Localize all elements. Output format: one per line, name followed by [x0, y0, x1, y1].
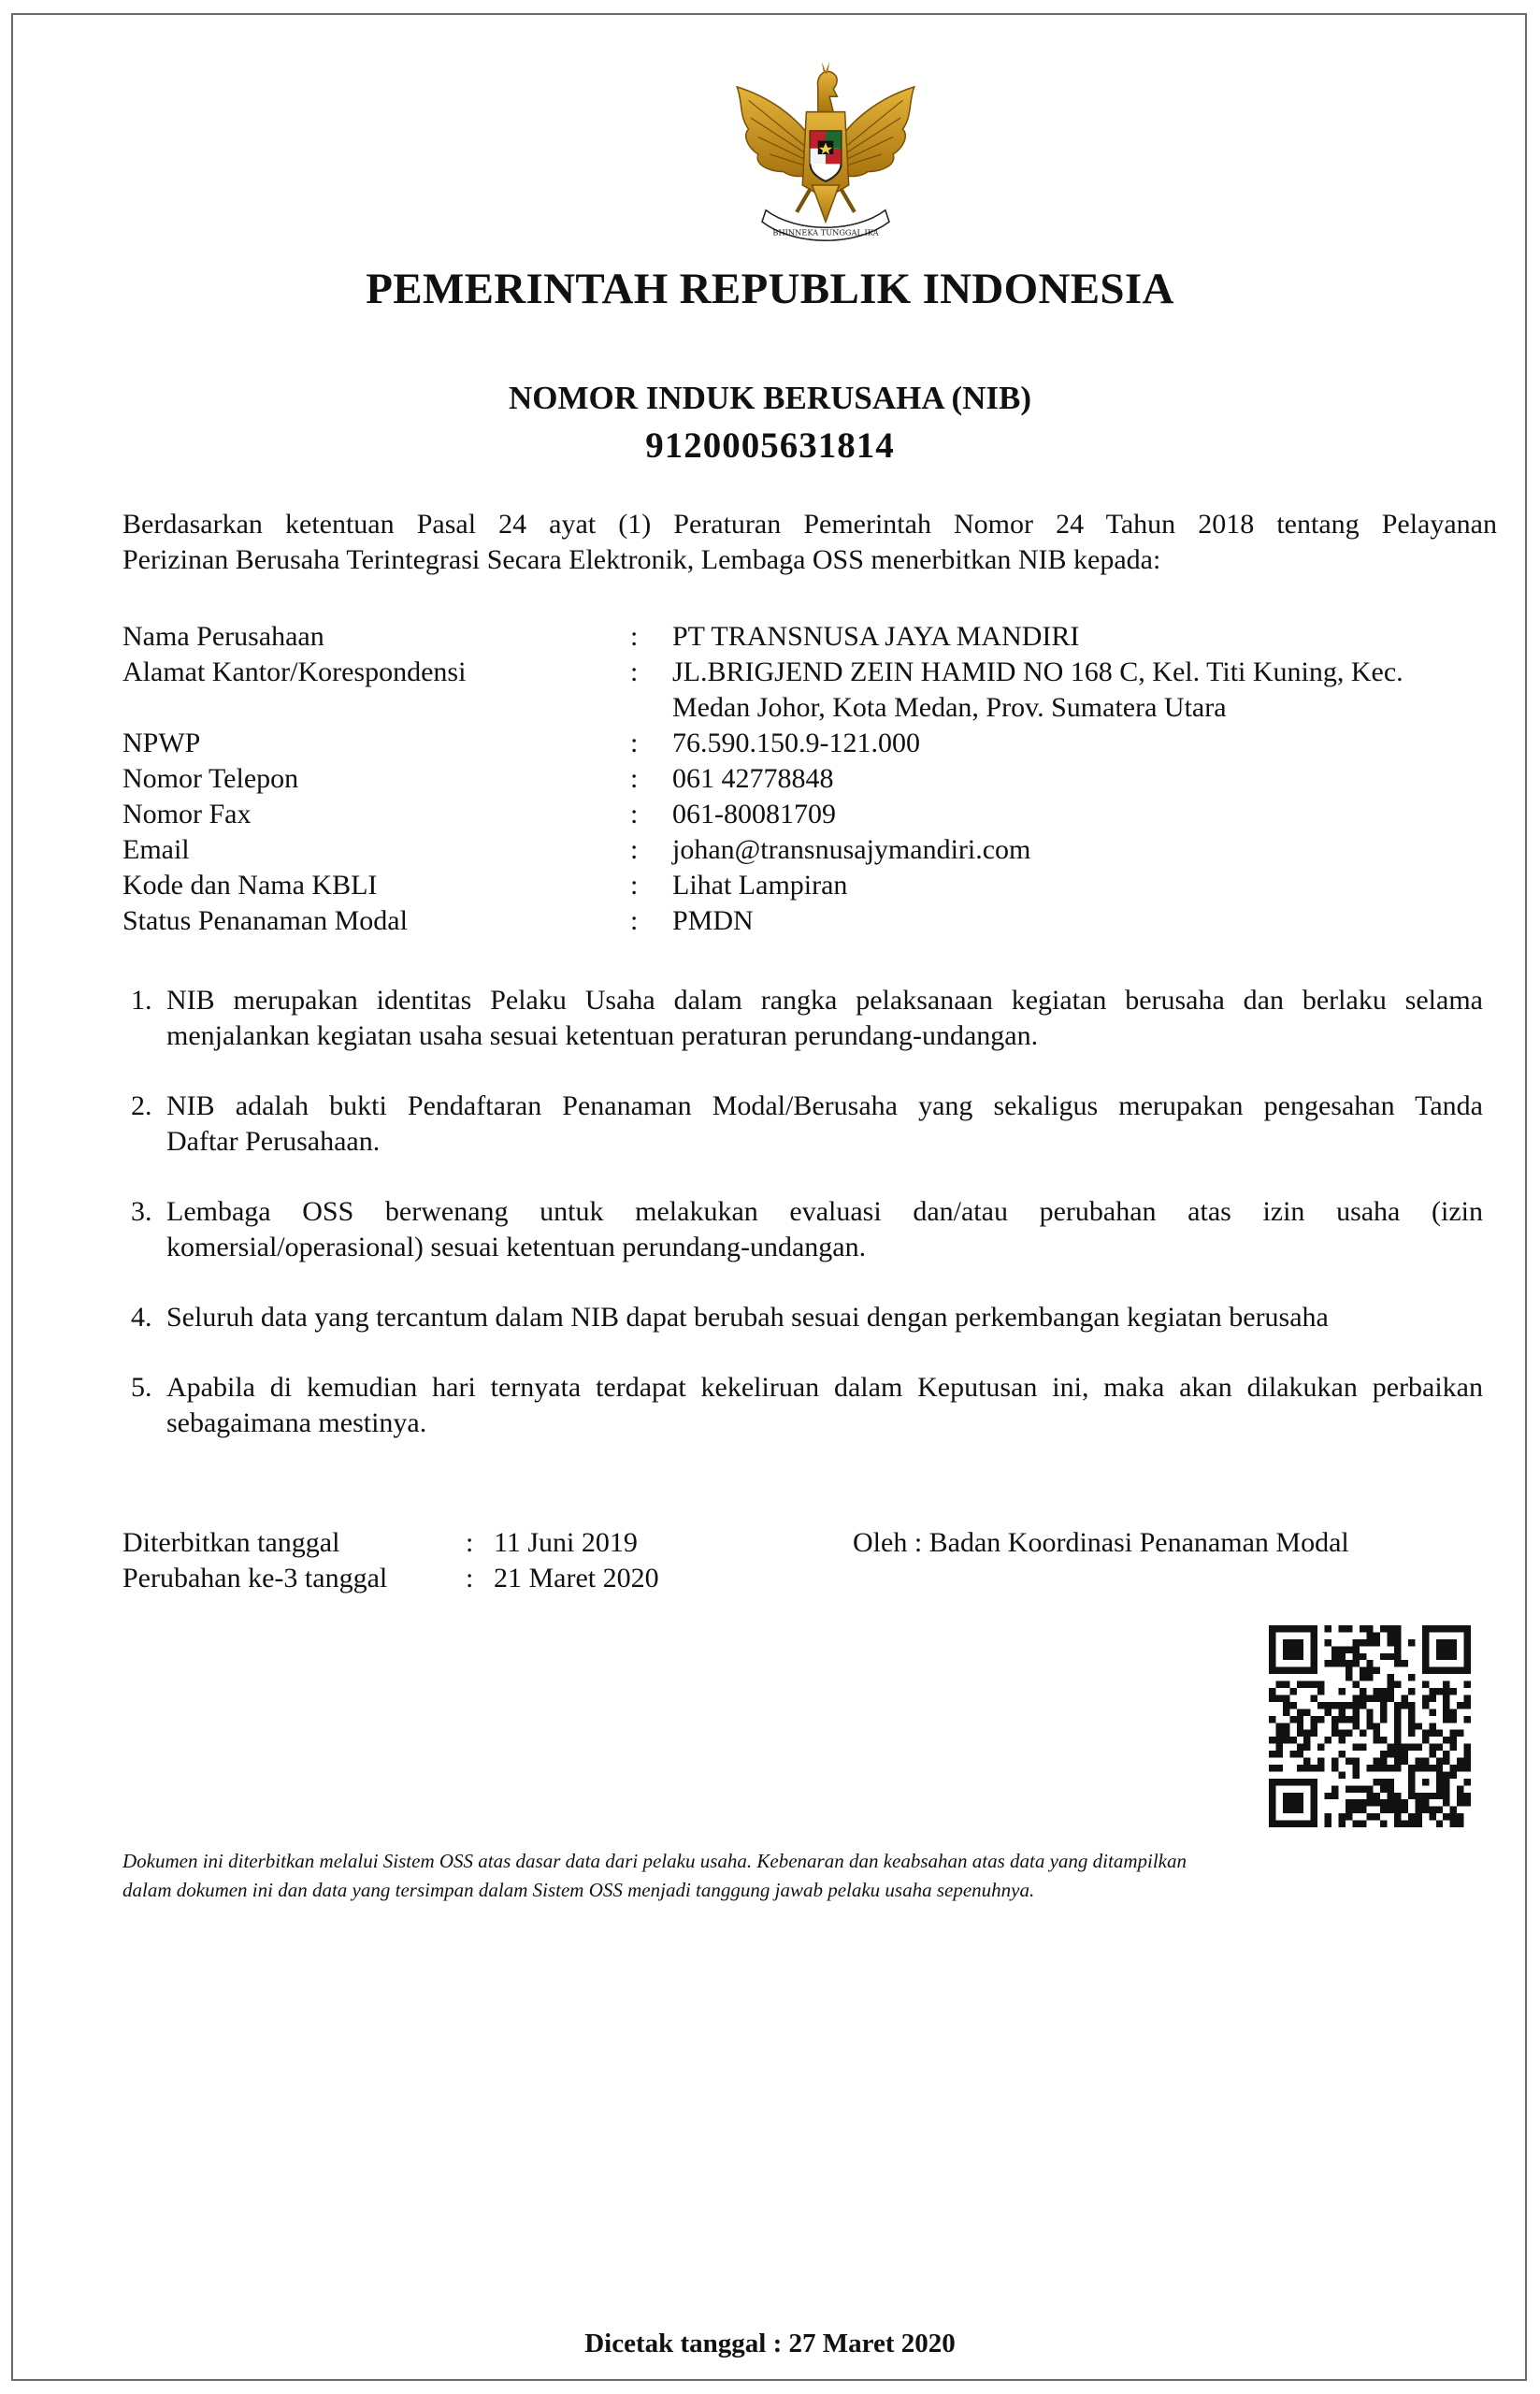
field-value — [672, 832, 1514, 868]
change-colon: : — [466, 1563, 474, 1594]
qr-code-icon — [1269, 1625, 1471, 1827]
field-colon: : — [630, 905, 639, 936]
field-colon: : — [630, 621, 639, 652]
issued-colon: : — [466, 1527, 474, 1558]
field-label: Kode dan Nama KBLI — [122, 870, 378, 901]
printed-date: Dicetak tanggal : 27 Maret 2020 — [584, 2329, 956, 2358]
field-value — [672, 868, 1514, 903]
field-row-email — [122, 832, 1525, 868]
field-row-fax — [122, 797, 1525, 832]
field-value-line: PMDN — [672, 905, 754, 936]
field-label: Status Penanaman Modal — [122, 905, 408, 936]
field-row-investment-status — [122, 903, 1525, 939]
field-label: Nomor Telepon — [122, 763, 299, 794]
field-label: Email — [122, 834, 190, 865]
change-date: 21 Maret 2020 — [494, 1563, 659, 1594]
note-number: 1. — [131, 985, 152, 1016]
field-value-line: Medan Johor, Kota Medan, Prov. Sumatera Utara — [672, 692, 1227, 723]
field-value — [672, 797, 1514, 832]
notes-list — [131, 983, 1483, 1476]
disclaimer — [122, 1847, 1478, 1905]
note-line: Lembaga OSS berwenang untuk melakukan evaluasi dan/atau perubahan atas izin usaha (izin — [166, 1196, 1483, 1227]
note-line: NIB merupakan identitas Pelaku Usaha dalam rangka pelaksanaan kegiatan berusaha dan berlaku selama — [166, 985, 1483, 1016]
note-line: Seluruh data yang tercantum dalam NIB dapat berubah sesuai dengan perkembangan kegiatan berusaha — [166, 1302, 1329, 1333]
note-item — [131, 1194, 1483, 1265]
field-value-line: 061 42778848 — [672, 763, 834, 794]
company-fields — [122, 619, 1525, 939]
disclaimer-line: Dokumen ini diterbitkan melalui Sistem OSS atas dasar data dari pelaku usaha. Kebenaran dan keabsahan atas data yang ditampilkan — [122, 1850, 1187, 1872]
intro-line: Perizinan Berusaha Terintegrasi Secara Elektronik, Lembaga OSS menerbitkan NIB kepada: — [122, 544, 1161, 575]
field-colon: : — [630, 834, 639, 865]
field-row-npwp — [122, 726, 1525, 761]
field-value — [672, 655, 1514, 726]
disclaimer-line: dalam dokumen ini dan data yang tersimpan dalam Sistem OSS menjadi tanggung jawab pelaku usaha sepenuhnya. — [122, 1879, 1035, 1901]
garuda-emblem-icon — [729, 58, 922, 251]
field-colon: : — [630, 728, 639, 758]
field-colon: : — [630, 763, 639, 794]
field-row-phone — [122, 761, 1525, 797]
note-number: 3. — [131, 1196, 152, 1227]
note-number: 4. — [131, 1302, 152, 1333]
field-label: Nomor Fax — [122, 799, 252, 829]
nib-number: 9120005631814 — [645, 425, 895, 466]
note-line: Daftar Perusahaan. — [166, 1126, 381, 1157]
issued-date: 11 Juni 2019 — [494, 1527, 638, 1558]
field-value-line: JL.BRIGJEND ZEIN HAMID NO 168 C, Kel. Titi Kuning, Kec. — [672, 656, 1403, 687]
change-label: Perubahan ke-3 tanggal — [122, 1563, 388, 1594]
note-line: menjalankan kegiatan usaha sesuai ketentuan peraturan perundang-undangan. — [166, 1020, 1039, 1051]
field-colon: : — [630, 870, 639, 901]
emblem-motto: BHINNEKA TUNGGAL IKA — [772, 227, 879, 238]
note-item — [131, 1300, 1483, 1335]
note-item — [131, 1089, 1483, 1160]
field-colon: : — [630, 656, 639, 687]
field-colon: : — [630, 799, 639, 829]
field-value-line: Lihat Lampiran — [672, 870, 848, 901]
note-number: 2. — [131, 1090, 152, 1121]
intro-line: Berdasarkan ketentuan Pasal 24 ayat (1) Peraturan Pemerintah Nomor 24 Tahun 2018 tentang Pelayanan — [122, 509, 1497, 540]
field-value-line: johan@transnusajymandiri.com — [672, 834, 1031, 865]
field-row-kbli — [122, 868, 1525, 903]
note-line: sebagaimana mestinya. — [166, 1407, 427, 1438]
intro-paragraph — [122, 507, 1497, 578]
document-title: NOMOR INDUK BERUSAHA (NIB) — [508, 380, 1032, 416]
issuer-text: Oleh : Badan Koordinasi Penanaman Modal — [853, 1527, 1349, 1558]
note-item — [131, 983, 1483, 1054]
note-line: Apabila di kemudian hari ternyata terdapat kekeliruan dalam Keputusan ini, maka akan dilakukan perbaikan — [166, 1372, 1483, 1403]
field-row-address — [122, 655, 1525, 726]
government-title: PEMERINTAH REPUBLIK INDONESIA — [366, 265, 1174, 313]
field-value — [672, 903, 1514, 939]
note-item — [131, 1370, 1483, 1441]
note-line: NIB adalah bukti Pendaftaran Penanaman Modal/Berusaha yang sekaligus merupakan pengesahan Tanda — [166, 1090, 1483, 1121]
field-value — [672, 726, 1514, 761]
field-value-line: PT TRANSNUSA JAYA MANDIRI — [672, 621, 1080, 652]
field-value — [672, 619, 1514, 655]
field-row-company-name — [122, 619, 1525, 655]
field-value-line: 061-80081709 — [672, 799, 836, 829]
field-label: NPWP — [122, 728, 201, 758]
note-number: 5. — [131, 1372, 152, 1403]
field-value-line: 76.590.150.9-121.000 — [672, 728, 920, 758]
field-label: Nama Perusahaan — [122, 621, 324, 652]
field-value — [672, 761, 1514, 797]
issued-label: Diterbitkan tanggal — [122, 1527, 340, 1558]
field-label: Alamat Kantor/Korespondensi — [122, 656, 467, 687]
note-line: komersial/operasional) sesuai ketentuan perundang-undangan. — [166, 1232, 867, 1262]
